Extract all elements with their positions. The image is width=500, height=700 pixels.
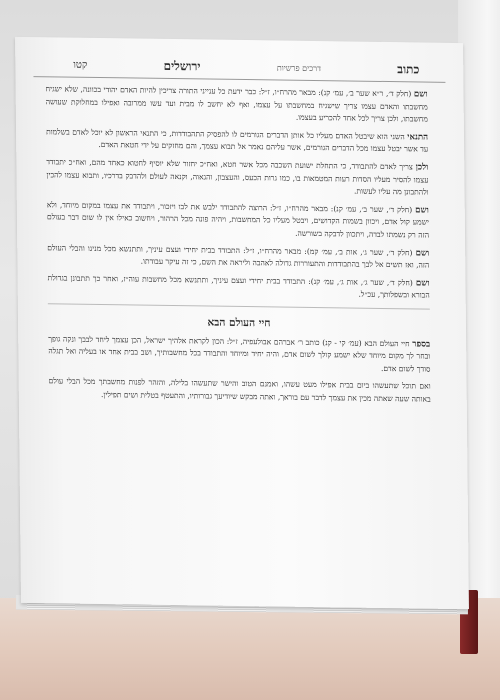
paragraph-lead: התנאי [407, 132, 429, 143]
paragraph-text: השני הוא שיבטל האדם מעליו כל אותן הדברים הגורמים לו להפסיק התהבודדות, כי התנאי הראשון לא יוכל לאדם בשלמות עד אשר יבטל עצמו מכל הדברים הגורמים, אשר עליהם נאמר אל תבוא עצמך, והם מחזקים על ידי חטאת האדם. [45, 127, 429, 154]
paragraph-text: (חלק ד׳, שער ג׳, אות ב׳, עמ׳ קמ): מבאר מהרח״ו, ז״ל: התבודד בבית יחידי ועצם עיניך, ותתנשא מכל מנינו והבלי העולם הזה, ואז תשים אל לבך בהתבודדות והתעוררות גדולה לאהבה וליראה את השם, כי זה עיקר עבודתו. [47, 242, 430, 270]
paragraph [46, 156, 428, 199]
page-content [15, 77, 466, 407]
paragraph-lead: ושם [415, 278, 430, 289]
paragraph-text: (חלק ד׳, שער ג׳, אות ג׳, עמ׳ קנ): התבודד בבית יחידי ועצם עיניך, ותתנשא מכל מחשבות עוה״ז, ואחר כך תתבונן בגדולת הבורא ובשפלותך, עכ״ל. [47, 272, 430, 300]
book-page [15, 37, 469, 609]
paragraph-lead: ולכן [415, 162, 429, 173]
page-header [33, 37, 445, 83]
paragraph [48, 272, 430, 303]
paragraph-text: צריך לאדם להתבודד, כי התחלת ישועת השכבה מכל אשר חטא, ואח״כ יחזור שלא יוסיף לחטוא כאחד מהם, ואח״כ יתבודד עצמו להסיר מעליו הסדות רעות המטמאות בו, כמו גרות הכעס, והעצבון, והגאוה, וקנאה לעולם ולהדבק בדרכיו, ותבוא עצמו להכין ולהתבונן מה עליו לעשות. [46, 157, 429, 197]
page-subtitle: דרכים פרשיות [276, 63, 321, 74]
paragraph [49, 376, 431, 407]
page-title: כתוב [397, 62, 420, 77]
paragraph-lead: בספר [412, 338, 431, 350]
paragraph [48, 333, 430, 376]
paragraph [47, 199, 429, 242]
paragraph-lead: ושם [415, 205, 429, 216]
section-title: חיי העולם הבא [207, 316, 271, 330]
paragraph-text: (חלק ד׳, ר״א שער ב׳, עמ׳ קנ): מבאר מהרח״ו, ז״ל: כבר ידעת כל ענייני התורה צריכין להיות האדם יהודי בכוונה, שלא ישגיח מחשבתו והאדם עצמו צריך שישגיח במחשבתו על עצמו, ואף לא יחשב לו מבית ועד עשו ממרובה ואפילו במחלוקת שעושה מחשבתו, ולכן צריך לכל אחד להכריע בעצמו. [45, 84, 428, 124]
paragraph-lead: ושם [413, 89, 428, 100]
page-number: קטו [73, 59, 88, 71]
running-head: ירושלים [163, 58, 201, 74]
paragraph [46, 126, 428, 157]
paragraph [46, 83, 428, 126]
divider [48, 303, 430, 309]
paragraph-lead: ושם [415, 247, 430, 259]
paragraph-text: חיי העולם הבא (עמ׳ קי - קנ) כותב ר׳ אברהם אבולעפיה, ז״ל: הכון לקראת אלהיך ישראל, הכן עצמך ליחד לבבך ונקה גופך ובחר לך מקום מיוחד שלא ישמע קולך לשום אדם, והיה יחיד ומיוחד והתבודד בכל מחשבותיך, ושב בבית אחד או בעליה ואל תגלה סודך לשום אדם. [48, 333, 431, 374]
paragraph [47, 242, 429, 273]
paragraph-text: ואם תוכל שתעשהו ביום בבית אפילו מעט עשהו, ואמנם הטוב והישר שתעשהו בלילה, והזהר לפנות מחשבתך מכל הבלי עולם באותה שעה שאתה מכין את עצמך לדבר עם בוראך, ואתה מבקש שיודיעך גבורותיו, והתעטף בטלית ושים תפילין. [48, 376, 431, 404]
paragraph-text: (חלק ד׳, שער ב׳, עמ׳ קנ): מבאר מהרח״ו, ז״ל: הרוצה להתבודד ילבש את לבו ויזכור, ויתבודד את עצמו במקום מיוחד, ולא ישמע קול אדם, ויכוון בשמות הקדושים, ויבטל מעליו כל המחשבות, ויהיה פונה מכל הרהור, ויחשוב כאילו אין לו שום דבר בעולם הזה רק נשמתו לבדה, ויתכוון לדבקה בשורשה. [46, 200, 430, 240]
